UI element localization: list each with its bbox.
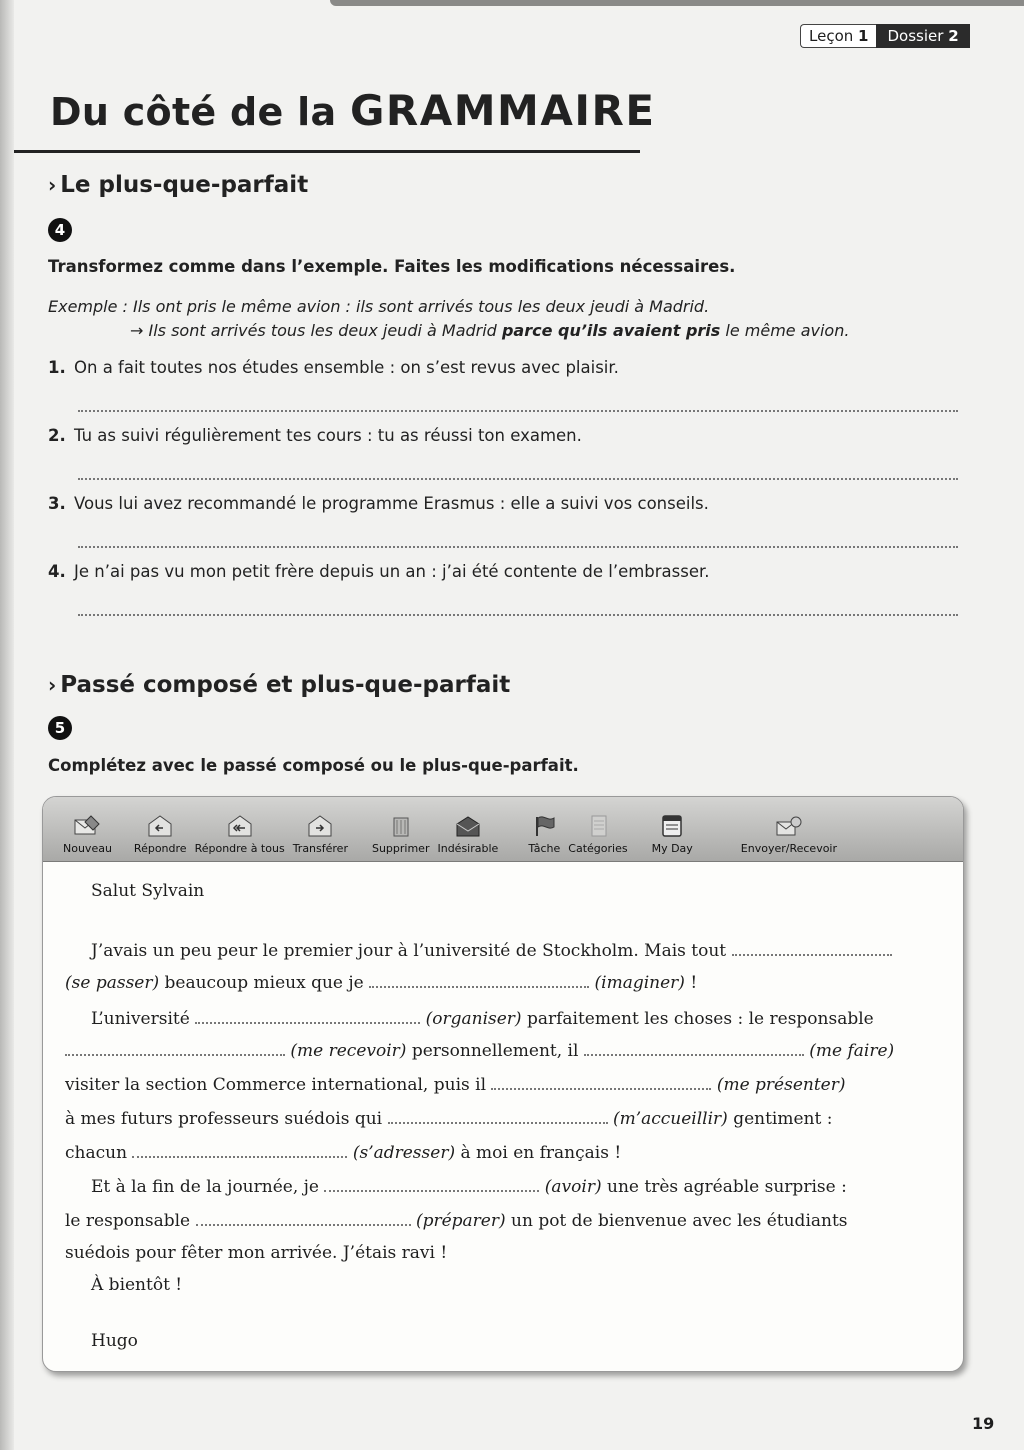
lesson-badge [800,24,970,48]
blank-9[interactable] [324,1189,539,1192]
letter-line-8: Et à la fin de la journée, je (avoir) une très agréable surprise : [91,1177,847,1197]
page-number: 19 [972,1414,995,1433]
toolbar-button-indesirable[interactable]: Indésirable [437,814,498,861]
blank-7[interactable] [388,1121,608,1124]
blank-10[interactable] [196,1223,411,1226]
send-receive-icon [775,814,803,838]
top-edge-bar [330,0,1024,6]
junk-icon [454,814,482,838]
toolbar-button-tache[interactable]: Tâche [528,814,560,861]
flag-icon [530,814,558,838]
email-toolbar [43,797,963,862]
chevron-right-icon: › [48,173,57,197]
letter-line-5: visiter la section Commerce international, puis il (me présenter) [65,1075,846,1095]
exercise-number-4: 4 [48,218,72,242]
toolbar-button-my-day[interactable]: My Day [652,814,693,861]
categories-icon [584,814,612,838]
trash-icon [387,814,415,838]
calendar-icon [658,814,686,838]
toolbar-button-nouveau[interactable]: Nouveau [63,814,112,861]
blank-2[interactable] [369,985,589,988]
title-rule [14,150,640,153]
compose-icon [73,814,101,838]
toolbar-button-repondre-a-tous[interactable]: Répondre à tous [195,814,285,861]
letter-line-9: le responsable (préparer) un pot de bienvenue avec les étudiants [65,1211,848,1231]
exercise-item-4: 4. Je n’ai pas vu mon petit frère depuis un an : j’ai été contente de l’embrasser. [48,562,710,581]
toolbar-button-categories[interactable]: Catégories [568,814,627,861]
exercise-5-instruction: Complétez avec le passé composé ou le plus-que-parfait. [48,756,579,775]
exercise-4-instruction: Transformez comme dans l’exemple. Faites les modifications nécessaires. [48,257,736,276]
arrow-icon: → [130,321,144,340]
letter-line-4: (me recevoir) personnellement, il (me faire) [65,1041,894,1061]
blank-8[interactable] [132,1155,347,1158]
toolbar-button-supprimer[interactable]: Supprimer [372,814,430,861]
toolbar-button-repondre[interactable]: Répondre [134,814,187,861]
page-spine-shadow [0,0,14,1450]
page-title: Du côté de la GRAMMAIRE [50,86,656,135]
blank-1[interactable] [732,953,892,956]
letter-line-3: L’université (organiser) parfaitement les choses : le responsable [91,1009,874,1029]
section-heading-plus-que-parfait: › Le plus-que-parfait [48,172,309,198]
letter-closing: À bientôt ! [91,1275,183,1295]
answer-line-2[interactable] [78,476,958,480]
letter-line-2: (se passer) beaucoup mieux que je (imaginer) ! [65,973,698,993]
letter-line-1: J’avais un peu peur le premier jour à l’université de Stockholm. Mais tout [91,941,892,961]
blank-5[interactable] [584,1053,804,1056]
blank-6[interactable] [491,1087,711,1090]
exercise-number-5: 5 [48,716,72,740]
forward-icon [306,814,334,838]
letter-signature: Hugo [91,1331,138,1351]
exercise-item-2: 2. Tu as suivi régulièrement tes cours : tu as réussi ton examen. [48,426,582,445]
reply-all-icon [226,814,254,838]
dossier-tag: Dossier 2 [876,24,969,48]
example-line-1: Exemple : Ils ont pris le même avion : ils sont arrivés tous les deux jeudi à Madrid. [48,297,710,316]
exercise-item-1: 1. On a fait toutes nos études ensemble : on s’est revus avec plaisir. [48,358,619,377]
letter-line-7: chacun (s’adresser) à moi en français ! [65,1143,622,1163]
toolbar-button-envoyer-recevoir[interactable]: Envoyer/Recevoir [741,814,837,861]
reply-icon [146,814,174,838]
example-line-2: → Ils sont arrivés tous les deux jeudi à Madrid parce qu’ils avaient pris le même avion. [130,321,850,340]
section-heading-passe-compose: › Passé composé et plus-que-parfait [48,672,511,698]
answer-line-4[interactable] [78,612,958,616]
blank-3[interactable] [195,1021,420,1024]
letter-line-6: à mes futurs professeurs suédois qui (m’accueillir) gentiment : [65,1109,833,1129]
toolbar-button-transferer[interactable]: Transférer [293,814,348,861]
chevron-right-icon: › [48,673,57,697]
lecon-tag: Leçon 1 [800,24,876,48]
letter-line-10: suédois pour fêter mon arrivée. J’étais ravi ! [65,1243,448,1263]
email-window [42,796,964,1372]
exercise-item-3: 3. Vous lui avez recommandé le programme Erasmus : elle a suivi vos conseils. [48,494,709,513]
blank-4[interactable] [65,1053,285,1056]
answer-line-1[interactable] [78,408,958,412]
letter-greeting: Salut Sylvain [91,881,205,901]
answer-line-3[interactable] [78,544,958,548]
